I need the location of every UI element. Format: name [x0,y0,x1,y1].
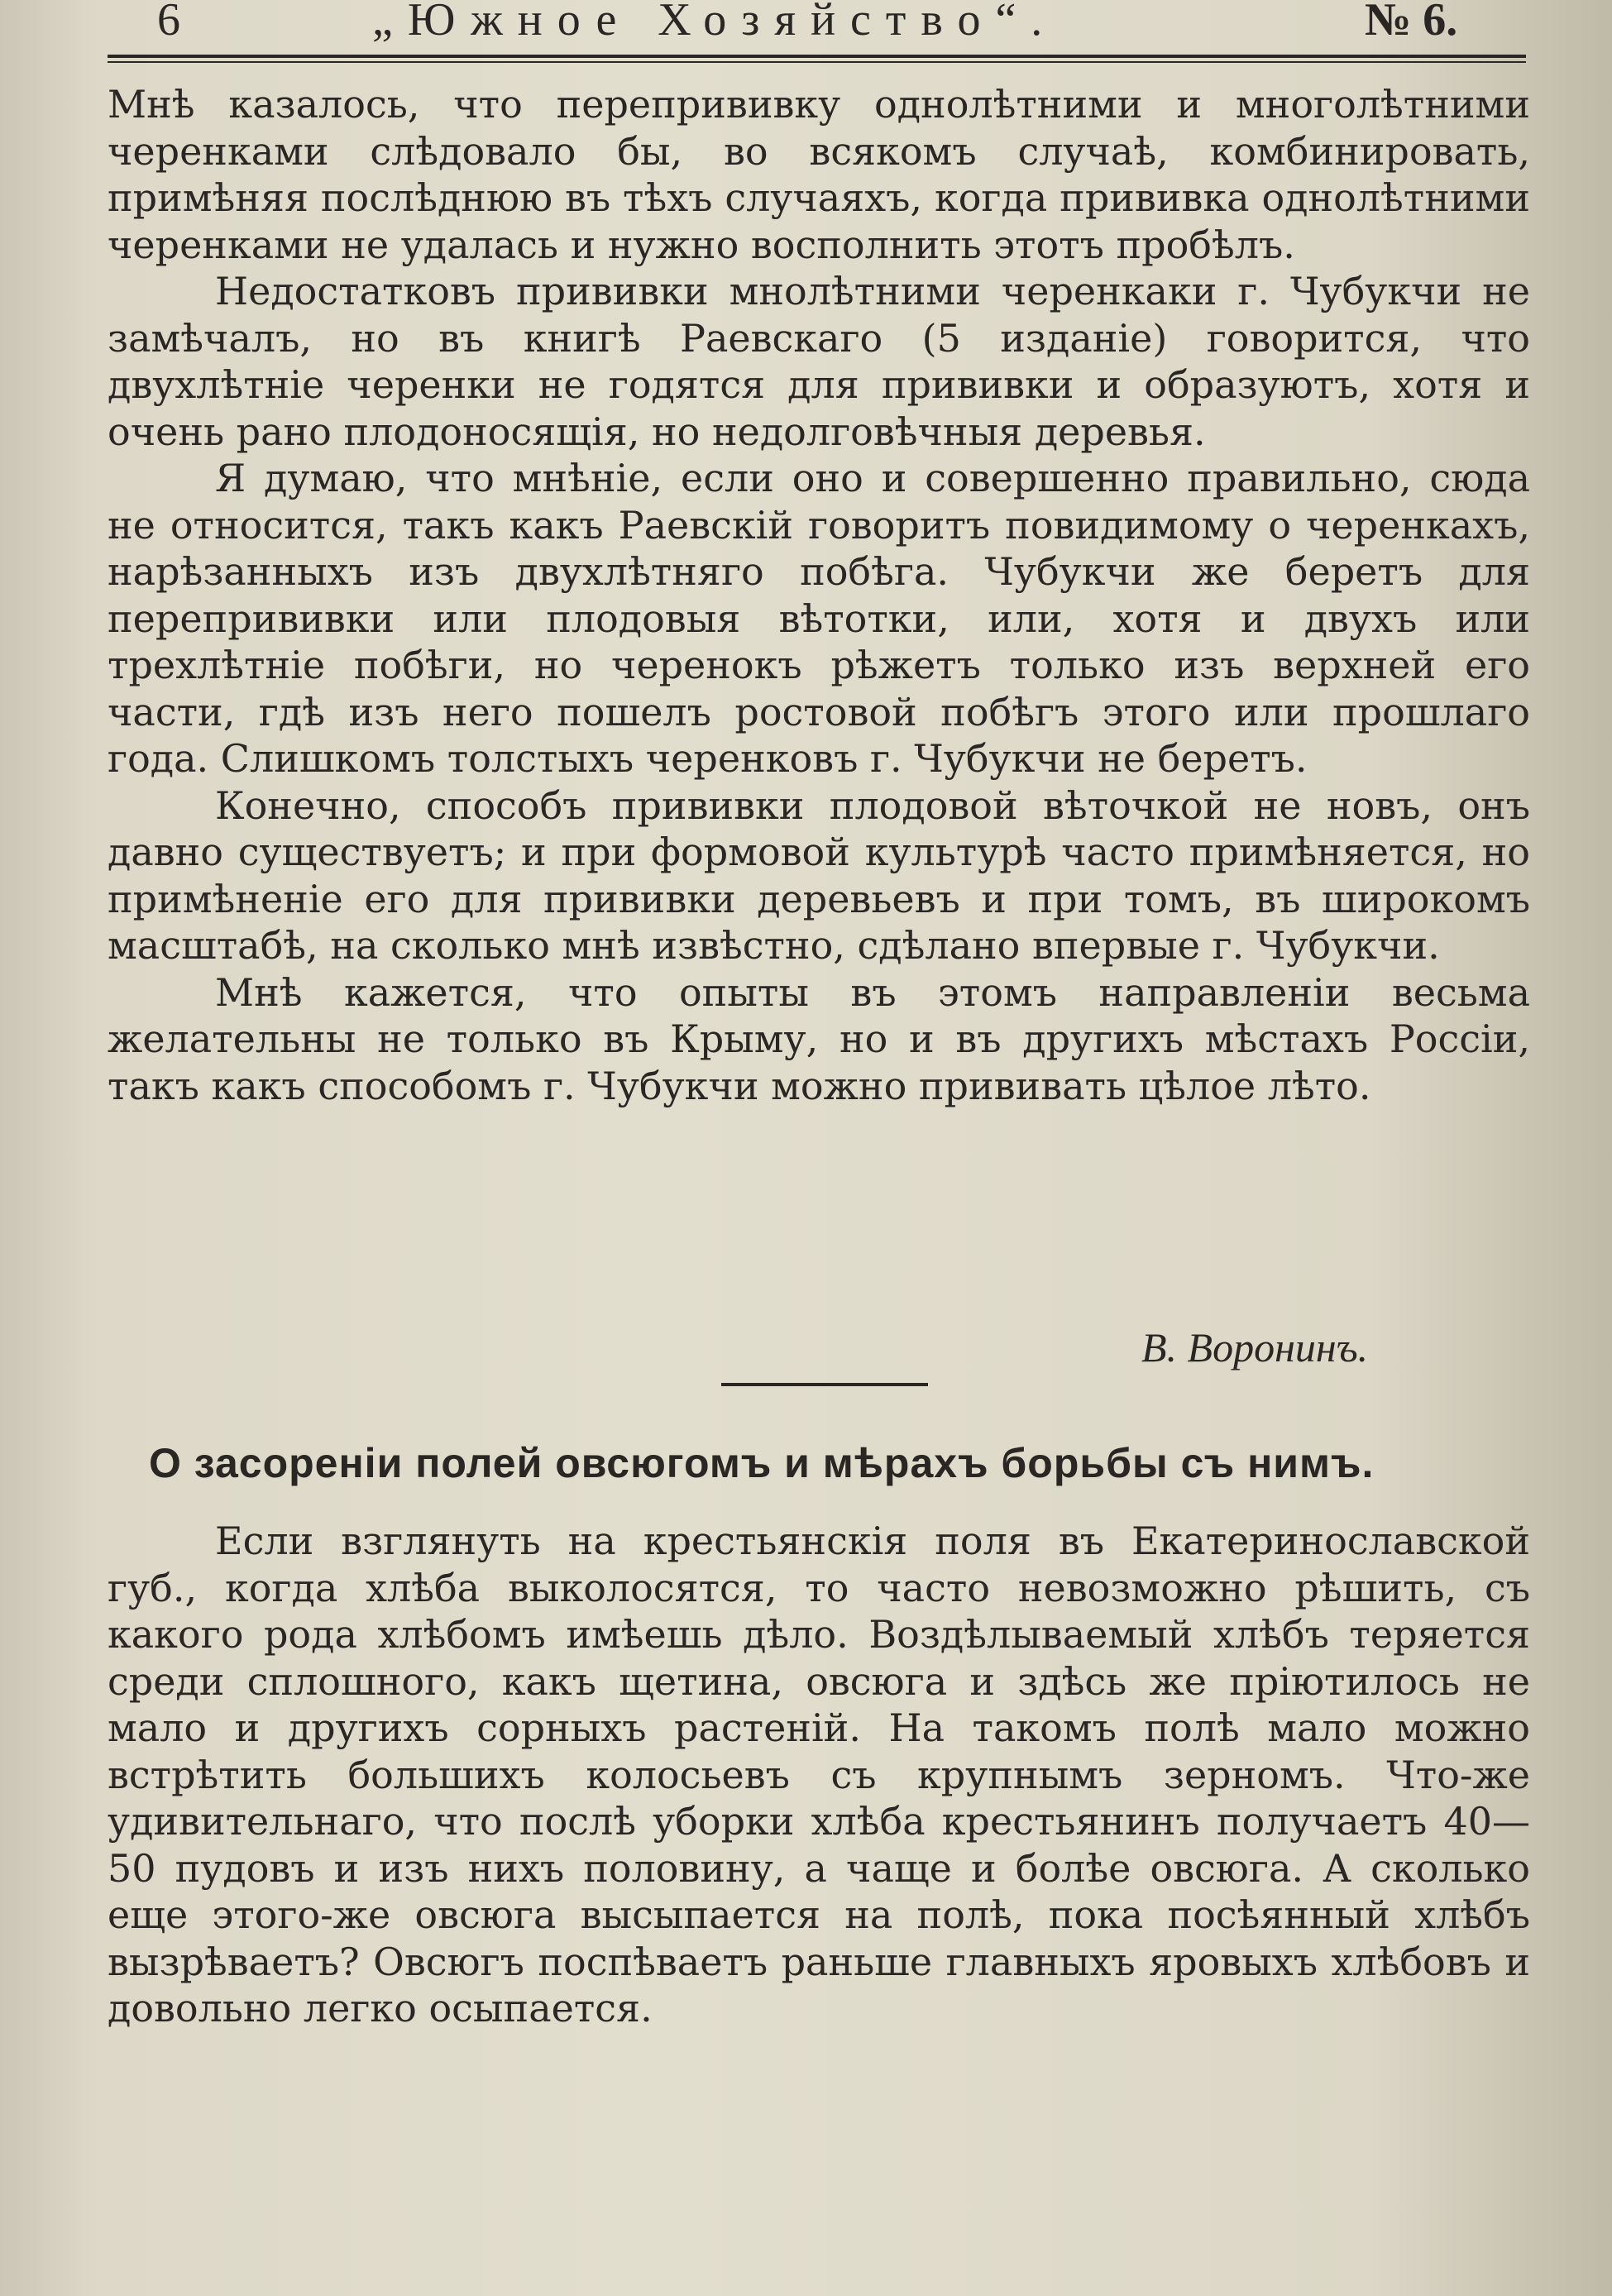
article-body [108,1518,1530,2032]
paragraph: Я думаю, что мнѣніе, если оно и совершенно правильно, сюда не относится, такъ какъ Раевскій говоритъ повидимому о черенкахъ, нарѣзанныхъ изъ двухлѣтняго побѣга. Чубукчи же беретъ для перепрививки или плодовыя вѣтотки, или, хотя и двухъ или трехлѣтніе побѣги, но черенокъ рѣжетъ только изъ верхней его части, гдѣ изъ него пошелъ ростовой побѣгъ этого или прошлаго года. Слишкомъ толстыхъ черенковъ г. Чубукчи не беретъ. [108,456,1530,781]
paragraph: Мнѣ кажется, что опыты въ этомъ направленіи весьма желательны не только въ Крыму, но и въ другихъ мѣстахъ Россіи, такъ какъ способомъ г. Чубукчи можно прививать цѣлое лѣто. [108,969,1530,1108]
header-rule-thick [108,55,1526,58]
paragraph: Недостатковъ прививки мнолѣтними черенкаки г. Чубукчи не замѣчалъ, но въ книгѣ Раевскаго (5 изданіе) говорится, что двухлѣтніе черенки не годятся для прививки и образуютъ, хотя и очень рано плодоносящія, но недолговѣчныя деревья. [108,269,1530,454]
paragraph: Мнѣ казалось, что перепрививку однолѣтними и многолѣтними черенками слѣдовало бы, во всякомъ случаѣ, комбинировать, примѣняя послѣднюю въ тѣхъ случаяхъ, когда прививка однолѣтними черенками не удалась и нужно восполнить этотъ пробѣлъ. [108,82,1530,267]
page-number: 6 [157,0,180,45]
issue-number: № 6. [1365,0,1458,45]
section-divider [721,1383,928,1386]
author-signature: В. Воронинъ. [1141,1324,1369,1370]
running-header [108,0,1530,58]
header-rule-thin [108,61,1526,63]
paragraph: Если взглянуть на крестьянскія поля въ Екатеринославской губ., когда хлѣба выколосятся, то часто невозможно рѣшить, съ какого рода хлѣбомъ имѣешь дѣло. Воздѣлываемый хлѣбъ теряется среди сплошного, какъ щетина, овсюга и здѣсь же пріютилось не мало и другихъ сорныхъ растеній. На такомъ полѣ мало можно встрѣтить большихъ колосьевъ съ крупнымъ зерномъ. Что-же удивительнаго, что послѣ уборки хлѣба крестьянинъ получаетъ 40—50 пудовъ и изъ нихъ половину, а чаще и болѣе овсюга. А сколько еще этого-же овсюга высыпается на полѣ, пока посѣянный хлѣбъ вызрѣваетъ? Овсюгъ поспѣваетъ раньше главныхъ яровыхъ хлѣбовъ и довольно легко осыпается. [108,1519,1530,2031]
paragraph: Конечно, способъ прививки плодовой вѣточкой не новъ, онъ давно существуетъ; и при формовой культурѣ часто примѣняется, но примѣненіе его для прививки деревьевъ и при томъ, въ широкомъ масштабѣ, на сколько мнѣ извѣстно, сдѣлано впервые г. Чубукчи. [108,782,1530,968]
article-body [108,81,1530,1109]
journal-title: „Южное Хозяйство“. [372,0,1058,45]
article-title: О засореніи полей овсюгомъ и мѣрахъ борьбы съ нимъ. [149,1440,1375,1486]
